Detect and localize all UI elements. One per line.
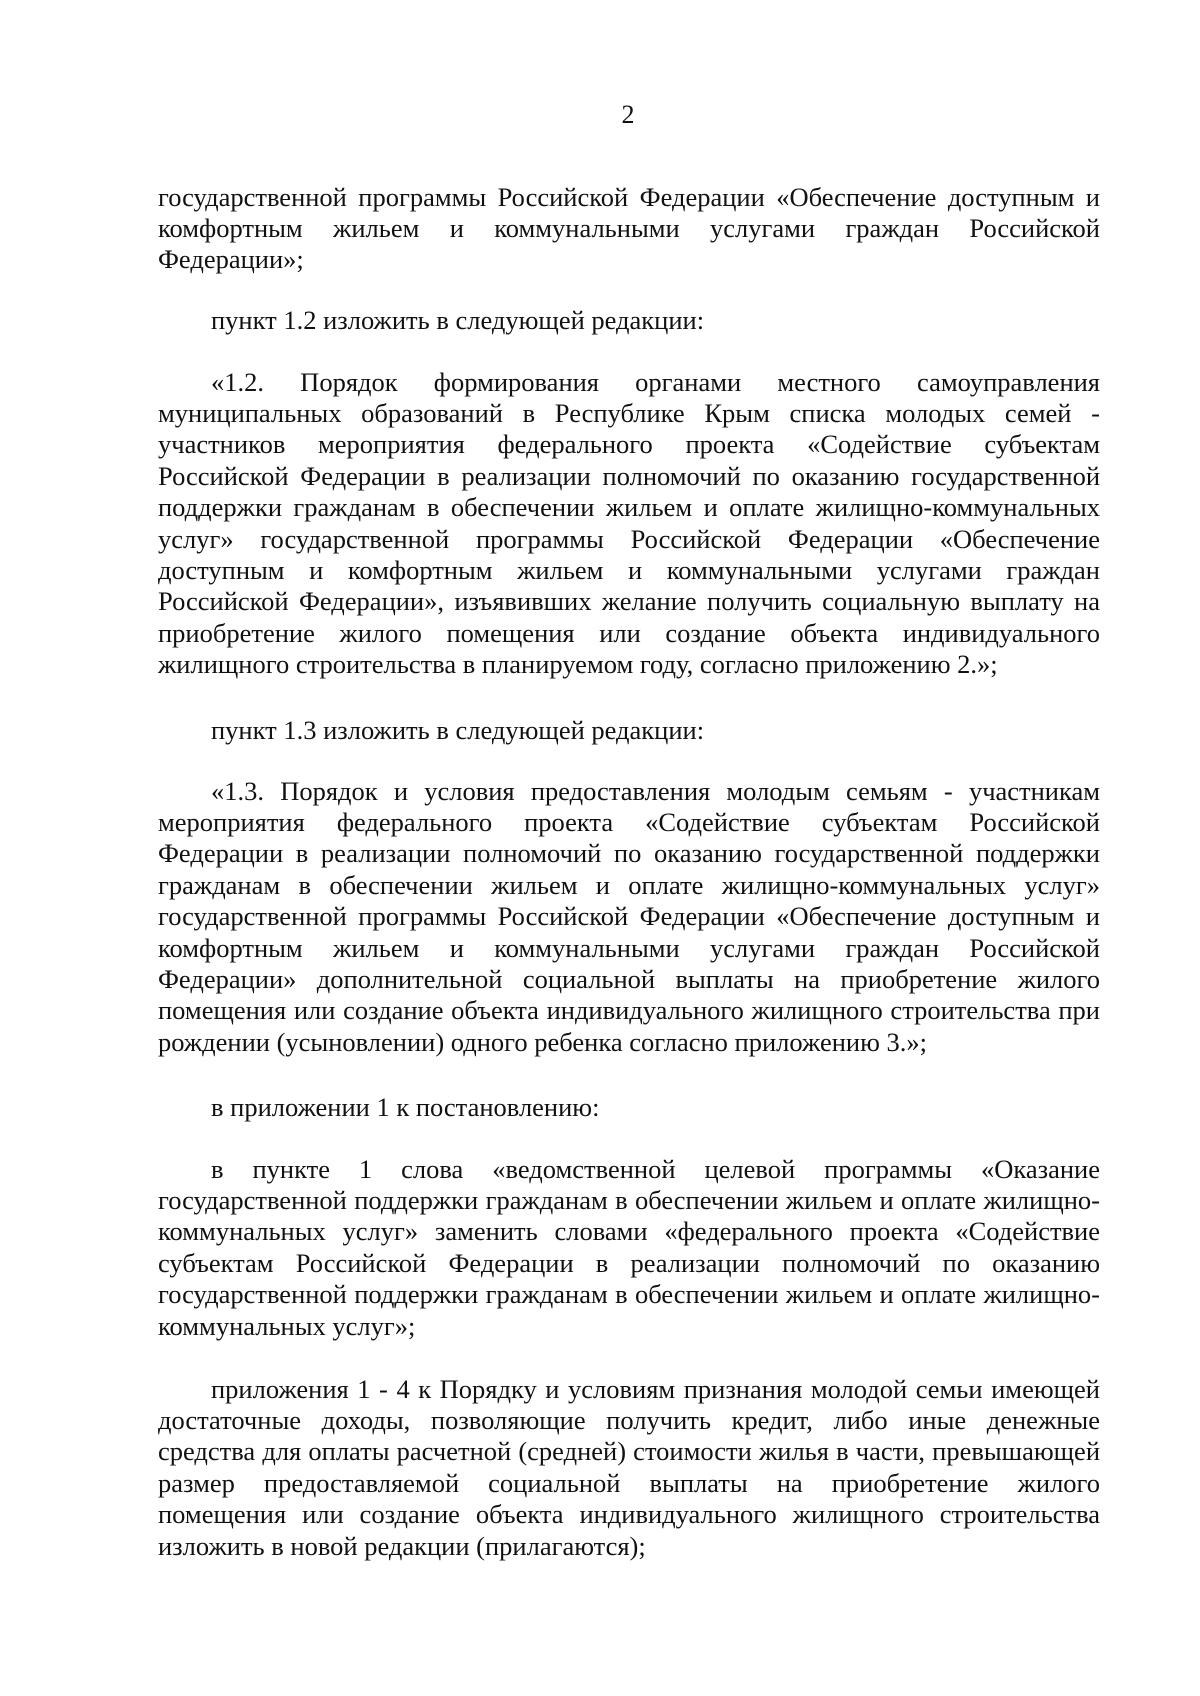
page-number: 2 (621, 100, 635, 129)
paragraph-item-1-2-intro: пункт 1.2 изложить в следующей редакции: (211, 304, 705, 335)
paragraph-item-1-2-text: «1.2. Порядок формирования органами местного самоуправления муниципальных образований в Республике Крым списка молодых семей - участников мероприятия федерального проекта «Содействие субъектам Российской Федерации в реализации полномочий по оказанию государственной поддержки гражданам в обеспечении жильем и оплате жилищно-коммунальных услуг» государственной программы Российской Федерации «Обеспечение доступным и комфортным жильем и коммунальными услугами граждан Российской Федерации», изъявивших желание получить социальную выплату на приобретение жилого помещения или создание объекта индивидуального жилищного строительства в планируемом году, согласно приложению 2.»; (158, 366, 1100, 680)
paragraph-item-1-3-intro: пункт 1.3 изложить в следующей редакции: (211, 714, 705, 745)
paragraph-item-1-3-text: «1.3. Порядок и условия предоставления молодым семьям - участникам мероприятия федерального проекта «Содействие субъектам Российской Федерации в реализации полномочий по оказанию государственной поддержки гражданам в обеспечении жильем и оплате жилищно-коммунальных услуг» государственной программы Российской Федерации «Обеспечение доступным и комфортным жильем и коммунальными услугами граждан Российской Федерации» дополнительной социальной выплаты на приобретение жилого помещения или создание объекта индивидуального жилищного строительства при рождении (усыновлении) одного ребенка согласно приложению 3.»; (158, 775, 1100, 1057)
paragraph-appendix-1-intro: в приложении 1 к постановлению: (211, 1091, 600, 1122)
paragraph-point-1-text: в пункте 1 слова «ведомственной целевой программы «Оказание государственной поддержки гражданам в обеспечении жильем и оплате жилищно-коммунальных услуг» заменить словами «федерального проекта «Содействие субъектам Российской Федерации в реализации полномочий по оказанию государственной поддержки гражданам в обеспечении жильем и оплате жилищно-коммунальных услуг»; (158, 1153, 1100, 1341)
paragraph-appendices-text: приложения 1 - 4 к Порядку и условиям признания молодой семьи имеющей достаточные доходы, позволяющие получить кредит, либо иные денежные средства для оплаты расчетной (средней) стоимости жилья в части, превышающей размер предоставляемой социальной выплаты на приобретение жилого помещения или создание объекта индивидуального жилищного строительства изложить в новой редакции (прилагаются); (158, 1373, 1100, 1561)
paragraph-continuation: государственной программы Российской Федерации «Обеспечение доступным и комфортным жильем и коммунальными услугами граждан Российской Федерации»; (158, 181, 1100, 275)
